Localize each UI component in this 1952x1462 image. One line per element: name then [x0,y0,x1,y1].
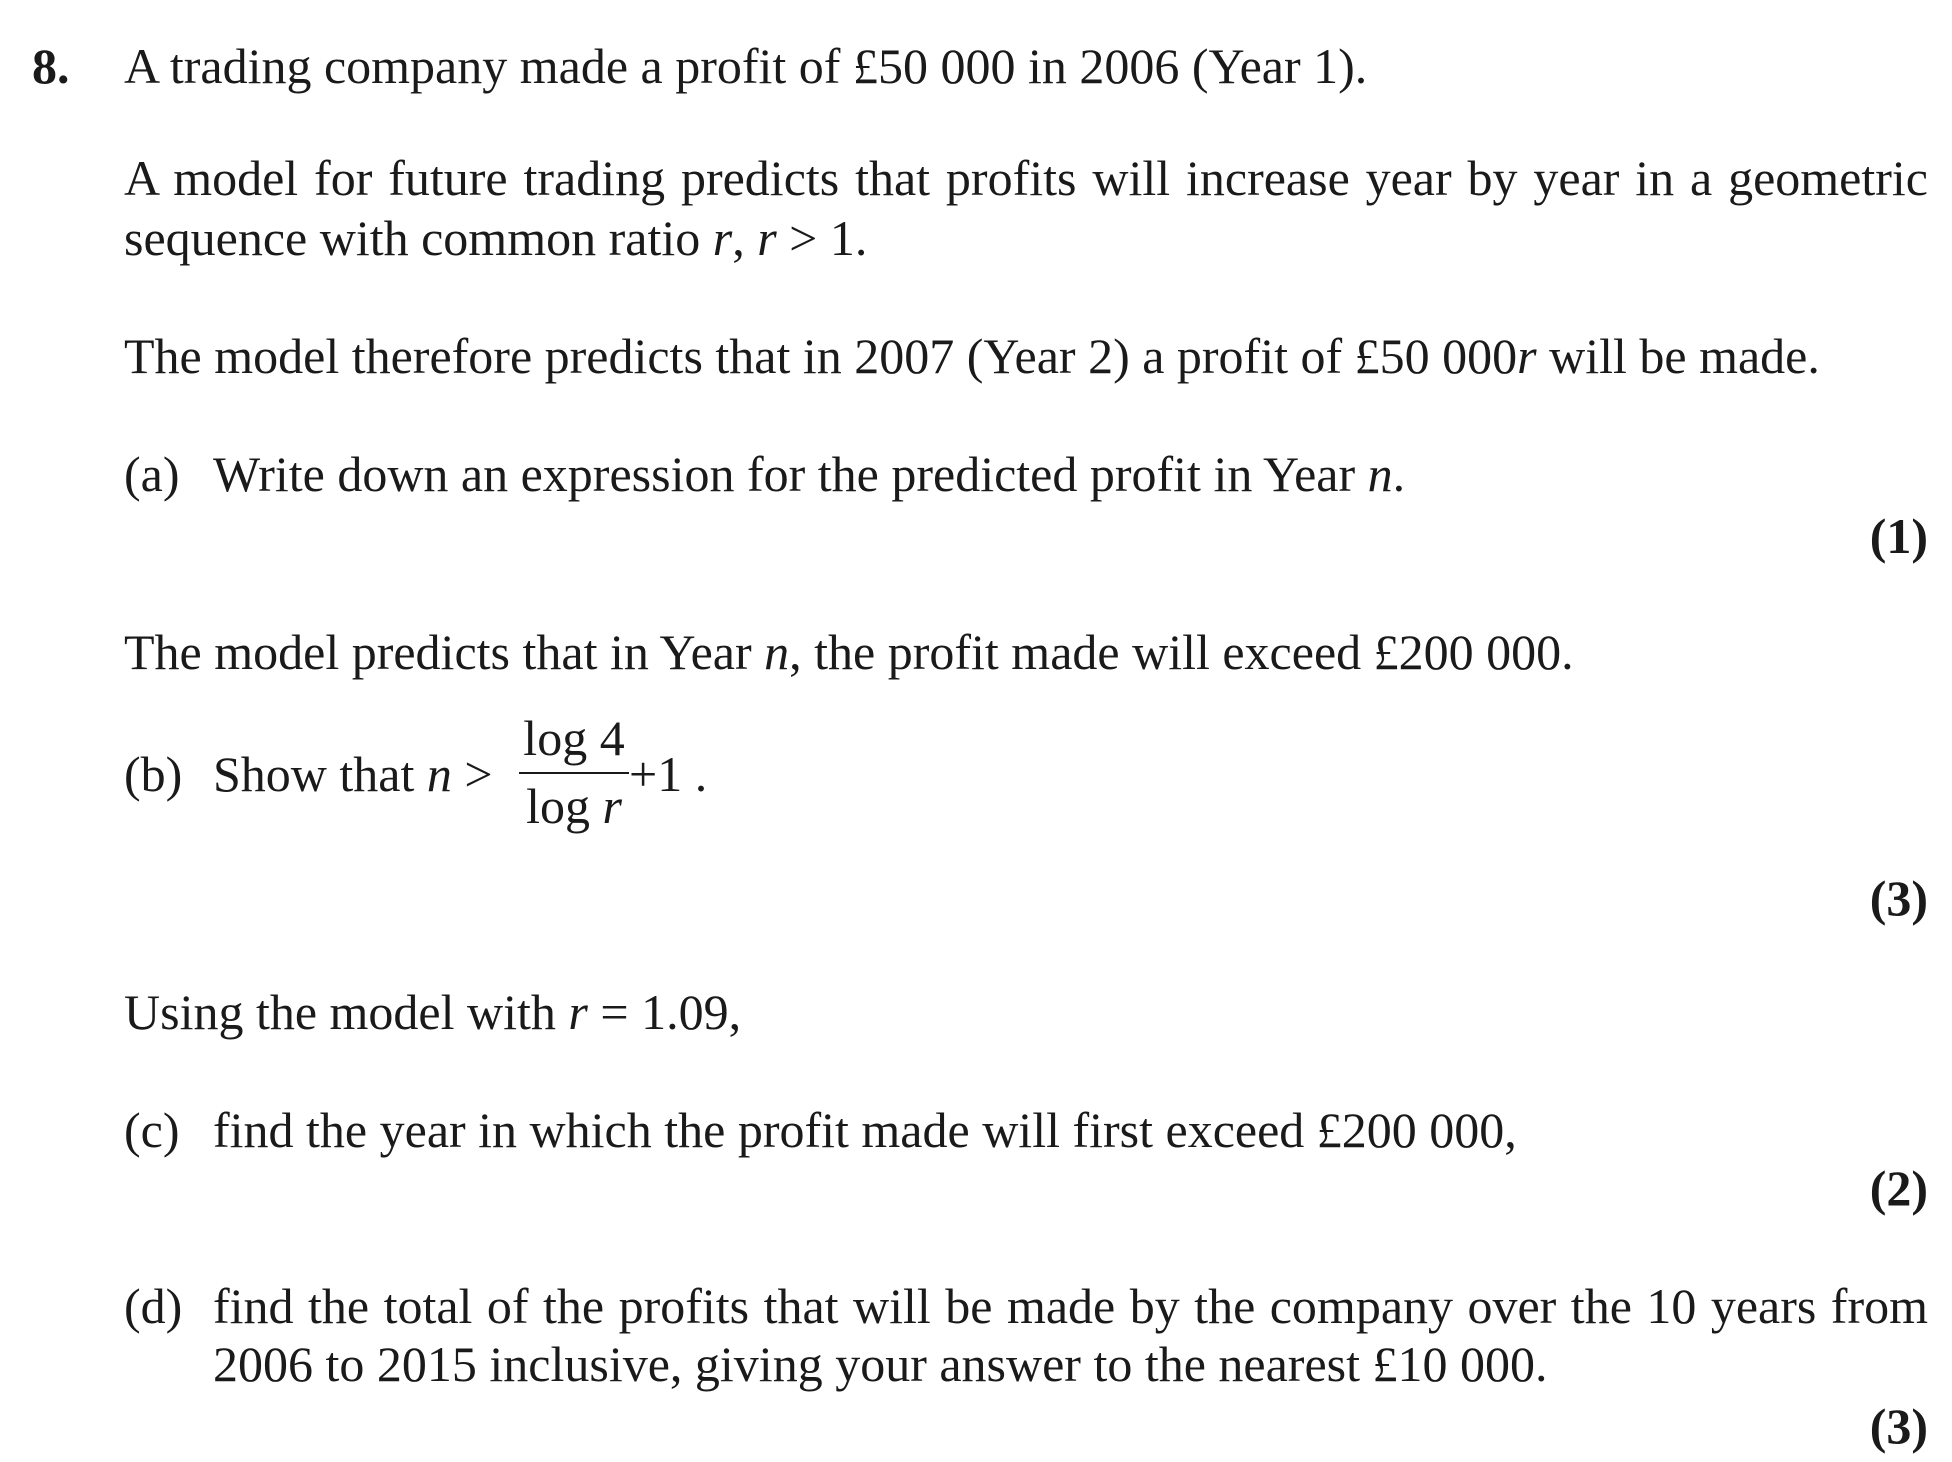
part-d-line-2: 2006 to 2015 inclusive, giving your answer to the nearest £10 000. [213,1336,1548,1392]
fraction-numerator: log 4 [523,710,625,766]
using-pre: Using the model with [124,984,569,1040]
part-b-var: n [426,746,452,802]
part-b-label: (b) [124,746,183,802]
exceed-var: n [764,624,790,680]
fraction-denominator [519,774,629,838]
model-line-1: A model for future trading predicts that profits will increase year by year in a geometric [124,150,1928,206]
part-b-fraction [519,706,629,838]
question-intro: A trading company made a profit of £50 000 in 2006 (Year 1). [124,38,1368,94]
part-d-marks: (3) [1869,1398,1928,1454]
fraction-denominator-pre: log [526,778,603,834]
fraction-denominator-var: r [602,778,622,834]
model-line-2 [124,208,867,268]
part-c-marks: (2) [1869,1160,1928,1216]
part-d-line-1: find the total of the profits that will be made by the company over the 10 years from [213,1278,1928,1334]
part-d-label: (d) [124,1278,183,1334]
therefore-line [124,326,1820,386]
part-b-op: > [451,746,493,802]
part-a-var: n [1367,446,1393,502]
part-a-label: (a) [124,446,180,502]
part-c-label: (c) [124,1102,180,1158]
exceed-post: , the profit made will exceed £200 000. [789,624,1574,680]
part-b-text-pre: Show that [213,746,427,802]
part-c-text: find the year in which the profit made will first exceed £200 000, [213,1102,1517,1158]
part-a-text-pre: Write down an expression for the predicted profit in Year [213,446,1368,502]
using-post: = 1.09, [587,984,742,1040]
model-line-2-post: > 1. [776,210,868,266]
exceed-pre: The model predicts that in Year [124,624,765,680]
model-line-2-var1: r [712,210,733,266]
part-b-marks: (3) [1869,870,1928,926]
therefore-pre: The model therefore predicts that in 2007 (Year 2) a profit of £50 000 [124,328,1518,384]
part-b-tail: +1 . [629,746,708,802]
using-var: r [568,984,588,1040]
therefore-var: r [1517,328,1537,384]
part-a-text-post: . [1392,446,1406,502]
question-number: 8. [32,38,70,94]
therefore-post: will be made. [1536,328,1820,384]
part-a-text [213,444,1405,504]
part-b-lead [213,744,493,804]
model-line-2-var2: r [757,210,777,266]
exceed-line [124,622,1574,682]
model-line-2-pre: sequence with common ratio [124,210,713,266]
using-line [124,982,741,1042]
model-line-2-mid: , [732,210,758,266]
part-a-marks: (1) [1869,508,1928,564]
